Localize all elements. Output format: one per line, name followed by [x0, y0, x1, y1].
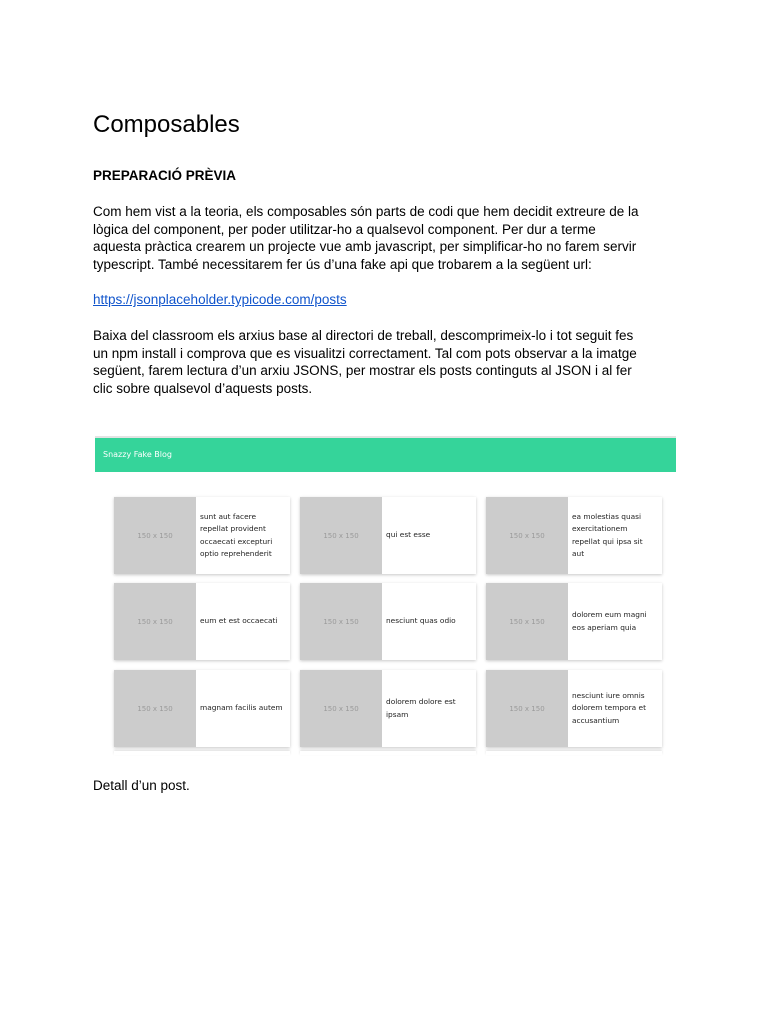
post-title-line: dolorem tempora et: [572, 703, 646, 713]
post-title: [200, 583, 288, 660]
post-title-line: occaecati excepturi: [200, 536, 273, 546]
paragraph-line: clic sobre qualsevol d’aquests posts.: [93, 380, 313, 396]
post-card[interactable]: [486, 583, 662, 660]
post-title-line: accusantium: [572, 715, 620, 725]
post-title-line: repellat qui ipsa sit: [572, 536, 643, 546]
post-title-line: magnam facilis autem: [200, 703, 283, 713]
post-title-line: exercitationem: [572, 524, 628, 534]
post-card[interactable]: [114, 497, 290, 574]
post-thumbnail: 150 x 150: [114, 583, 196, 660]
post-title-line: ipsam: [386, 709, 409, 719]
paragraph-line: un npm install i comprova que es visualitzi correctament. Tal com pots observar a la imatge: [93, 345, 637, 361]
paragraph-line: lògica del component, per poder utilitzar-ho a qualsevol component. Per dur a terme: [93, 221, 596, 237]
post-title: [386, 497, 474, 574]
app-brand: Snazzy Fake Blog: [103, 450, 172, 459]
paragraph-line: Com hem vist a la teoria, els composables són parts de codi que hem decidit extreure de la: [93, 204, 639, 219]
post-title: [572, 670, 660, 747]
post-card[interactable]: [486, 670, 662, 747]
post-title: [572, 497, 660, 574]
post-title-line: repellat provident: [200, 524, 266, 534]
post-title-line: eos aperiam quia: [572, 622, 637, 632]
post-title: [386, 583, 474, 660]
post-thumbnail: 150 x 150: [300, 583, 382, 660]
blog-app-screenshot: [95, 436, 676, 756]
post-thumbnail: 150 x 150: [114, 670, 196, 747]
figure-caption: Detall d’un post.: [93, 778, 190, 793]
paragraph-line: aquesta pràctica crearem un projecte vue amb javascript, per simplificar-ho no farem servir: [93, 239, 637, 255]
post-title-line: qui est esse: [386, 530, 431, 540]
post-title: [572, 583, 660, 660]
api-url-link[interactable]: https://jsonplaceholder.typicode.com/posts: [93, 292, 347, 307]
section-heading: PREPARACIÓ PRÈVIA: [93, 168, 237, 183]
paragraph-line: següent, farem lectura d’un arxiu JSONS, per mostrar els posts continguts al JSON i al fer: [93, 363, 632, 379]
post-card[interactable]: [114, 670, 290, 747]
post-title: [386, 670, 474, 747]
post-title-line: dolorem dolore est: [386, 697, 456, 707]
post-card[interactable]: [300, 497, 476, 574]
post-title-line: ea molestias quasi: [572, 511, 642, 521]
intro-paragraph: [93, 203, 683, 273]
doc-title: Composables: [93, 111, 240, 138]
paragraph-line: Baixa del classroom els arxius base al directori de treball, descomprimeix-lo i tot seguit fes: [93, 328, 634, 343]
card-stub: [300, 751, 476, 755]
post-title-line: optio reprehenderit: [200, 548, 272, 558]
post-title-line: eum et est occaecati: [200, 616, 278, 626]
post-title: [200, 497, 288, 574]
paragraph-line: typescript. També necessitarem fer ús d’una fake api que trobarem a la següent url:: [93, 256, 592, 272]
post-title-line: aut: [572, 548, 585, 558]
post-title: [200, 670, 288, 747]
post-card[interactable]: [114, 583, 290, 660]
post-thumbnail: 150 x 150: [486, 583, 568, 660]
post-card[interactable]: [300, 670, 476, 747]
post-card[interactable]: [486, 497, 662, 574]
post-title-line: nesciunt iure omnis: [572, 690, 645, 700]
card-stub: [486, 751, 662, 755]
app-navbar: [95, 438, 676, 472]
post-thumbnail: 150 x 150: [486, 670, 568, 747]
post-title-line: nesciunt quas odio: [386, 616, 456, 626]
card-stub: [114, 751, 290, 755]
post-thumbnail: 150 x 150: [486, 497, 568, 574]
post-title-line: dolorem eum magni: [572, 610, 647, 620]
post-title-line: sunt aut facere: [200, 511, 257, 521]
post-card[interactable]: [300, 583, 476, 660]
post-thumbnail: 150 x 150: [114, 497, 196, 574]
instructions-paragraph: [93, 327, 683, 397]
post-thumbnail: 150 x 150: [300, 670, 382, 747]
post-thumbnail: 150 x 150: [300, 497, 382, 574]
